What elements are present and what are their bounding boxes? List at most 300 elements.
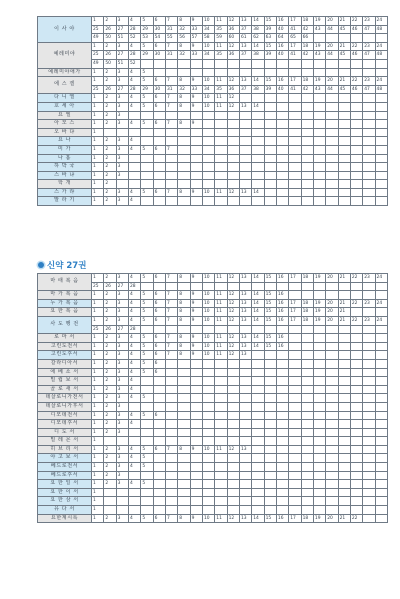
chapter-check-cell[interactable]: 18 bbox=[301, 299, 313, 308]
chapter-check-cell[interactable]: 20 bbox=[326, 514, 338, 523]
chapter-check-cell[interactable]: 26 bbox=[104, 51, 116, 60]
chapter-check-cell[interactable]: 1 bbox=[92, 359, 104, 368]
chapter-check-cell[interactable]: 16 bbox=[276, 342, 288, 351]
chapter-check-cell[interactable]: 12 bbox=[227, 274, 239, 283]
chapter-check-cell[interactable]: 11 bbox=[215, 316, 227, 325]
chapter-check-cell[interactable]: 7 bbox=[165, 17, 177, 26]
chapter-check-cell[interactable]: 3 bbox=[116, 463, 128, 472]
chapter-check-cell[interactable]: 11 bbox=[215, 94, 227, 103]
chapter-check-cell[interactable]: 4 bbox=[128, 102, 140, 111]
chapter-check-cell[interactable]: 52 bbox=[128, 34, 140, 43]
chapter-check-cell[interactable]: 5 bbox=[141, 394, 153, 403]
chapter-check-cell[interactable]: 2 bbox=[104, 351, 116, 360]
chapter-check-cell[interactable]: 4 bbox=[128, 445, 140, 454]
chapter-check-cell[interactable]: 10 bbox=[202, 334, 214, 343]
chapter-check-cell[interactable]: 5 bbox=[141, 299, 153, 308]
chapter-check-cell[interactable]: 1 bbox=[92, 454, 104, 463]
chapter-check-cell[interactable]: 4 bbox=[128, 274, 140, 283]
chapter-check-cell[interactable]: 17 bbox=[289, 17, 301, 26]
chapter-check-cell[interactable]: 31 bbox=[165, 51, 177, 60]
chapter-check-cell[interactable]: 45 bbox=[338, 51, 350, 60]
chapter-check-cell[interactable]: 2 bbox=[104, 120, 116, 129]
chapter-check-cell[interactable]: 11 bbox=[215, 102, 227, 111]
chapter-check-cell[interactable]: 13 bbox=[239, 42, 251, 51]
chapter-check-cell[interactable]: 8 bbox=[178, 17, 190, 26]
chapter-check-cell[interactable]: 3 bbox=[116, 197, 128, 206]
chapter-check-cell[interactable]: 3 bbox=[116, 359, 128, 368]
chapter-check-cell[interactable]: 13 bbox=[239, 445, 251, 454]
chapter-check-cell[interactable]: 2 bbox=[104, 180, 116, 189]
chapter-check-cell[interactable]: 19 bbox=[313, 514, 325, 523]
chapter-check-cell[interactable]: 21 bbox=[338, 77, 350, 86]
chapter-check-cell[interactable]: 22 bbox=[350, 514, 362, 523]
chapter-check-cell[interactable]: 7 bbox=[165, 94, 177, 103]
chapter-check-cell[interactable]: 10 bbox=[202, 102, 214, 111]
chapter-check-cell[interactable]: 17 bbox=[289, 299, 301, 308]
chapter-check-cell[interactable]: 8 bbox=[178, 42, 190, 51]
chapter-check-cell[interactable]: 63 bbox=[264, 34, 276, 43]
chapter-check-cell[interactable]: 13 bbox=[239, 17, 251, 26]
chapter-check-cell[interactable]: 37 bbox=[239, 51, 251, 60]
chapter-check-cell[interactable]: 14 bbox=[252, 299, 264, 308]
chapter-check-cell[interactable]: 27 bbox=[116, 85, 128, 94]
chapter-check-cell[interactable]: 1 bbox=[92, 445, 104, 454]
chapter-check-cell[interactable]: 2 bbox=[104, 308, 116, 317]
chapter-check-cell[interactable]: 11 bbox=[215, 42, 227, 51]
chapter-check-cell[interactable]: 11 bbox=[215, 188, 227, 197]
chapter-check-cell[interactable]: 3 bbox=[116, 377, 128, 386]
chapter-check-cell[interactable]: 4 bbox=[128, 94, 140, 103]
chapter-check-cell[interactable]: 28 bbox=[128, 282, 140, 291]
chapter-check-cell[interactable]: 2 bbox=[104, 480, 116, 489]
chapter-check-cell[interactable]: 7 bbox=[165, 514, 177, 523]
chapter-check-cell[interactable]: 3 bbox=[116, 299, 128, 308]
chapter-check-cell[interactable]: 7 bbox=[165, 274, 177, 283]
chapter-check-cell[interactable]: 21 bbox=[338, 308, 350, 317]
chapter-check-cell[interactable]: 2 bbox=[104, 154, 116, 163]
chapter-check-cell[interactable]: 2 bbox=[104, 342, 116, 351]
chapter-check-cell[interactable]: 3 bbox=[116, 171, 128, 180]
chapter-check-cell[interactable]: 1 bbox=[92, 488, 104, 497]
chapter-check-cell[interactable]: 35 bbox=[215, 85, 227, 94]
chapter-check-cell[interactable]: 1 bbox=[92, 342, 104, 351]
chapter-check-cell[interactable]: 20 bbox=[326, 17, 338, 26]
chapter-check-cell[interactable]: 46 bbox=[350, 85, 362, 94]
chapter-check-cell[interactable]: 23 bbox=[363, 77, 375, 86]
chapter-check-cell[interactable]: 8 bbox=[178, 351, 190, 360]
chapter-check-cell[interactable]: 43 bbox=[313, 25, 325, 34]
chapter-check-cell[interactable]: 32 bbox=[178, 51, 190, 60]
chapter-check-cell[interactable]: 1 bbox=[92, 334, 104, 343]
chapter-check-cell[interactable]: 18 bbox=[301, 514, 313, 523]
chapter-check-cell[interactable]: 26 bbox=[104, 85, 116, 94]
chapter-check-cell[interactable]: 1 bbox=[92, 77, 104, 86]
chapter-check-cell[interactable]: 7 bbox=[165, 334, 177, 343]
chapter-check-cell[interactable]: 8 bbox=[178, 94, 190, 103]
chapter-check-cell[interactable]: 4 bbox=[128, 137, 140, 146]
chapter-check-cell[interactable]: 38 bbox=[252, 85, 264, 94]
chapter-check-cell[interactable]: 18 bbox=[301, 77, 313, 86]
chapter-check-cell[interactable]: 2 bbox=[104, 514, 116, 523]
chapter-check-cell[interactable]: 10 bbox=[202, 308, 214, 317]
chapter-check-cell[interactable]: 25 bbox=[92, 282, 104, 291]
chapter-check-cell[interactable]: 39 bbox=[264, 51, 276, 60]
chapter-check-cell[interactable]: 4 bbox=[128, 394, 140, 403]
chapter-check-cell[interactable]: 21 bbox=[338, 299, 350, 308]
chapter-check-cell[interactable]: 5 bbox=[141, 120, 153, 129]
chapter-check-cell[interactable]: 59 bbox=[215, 34, 227, 43]
chapter-check-cell[interactable]: 3 bbox=[116, 368, 128, 377]
chapter-check-cell[interactable]: 15 bbox=[264, 316, 276, 325]
chapter-check-cell[interactable]: 61 bbox=[239, 34, 251, 43]
chapter-check-cell[interactable]: 6 bbox=[153, 102, 165, 111]
chapter-check-cell[interactable]: 3 bbox=[116, 163, 128, 172]
chapter-check-cell[interactable]: 5 bbox=[141, 316, 153, 325]
chapter-check-cell[interactable]: 13 bbox=[239, 308, 251, 317]
chapter-check-cell[interactable]: 17 bbox=[289, 316, 301, 325]
chapter-check-cell[interactable]: 42 bbox=[301, 25, 313, 34]
chapter-check-cell[interactable]: 10 bbox=[202, 291, 214, 300]
chapter-check-cell[interactable]: 58 bbox=[202, 34, 214, 43]
chapter-check-cell[interactable]: 6 bbox=[153, 308, 165, 317]
chapter-check-cell[interactable]: 22 bbox=[350, 316, 362, 325]
chapter-check-cell[interactable]: 3 bbox=[116, 420, 128, 429]
chapter-check-cell[interactable]: 11 bbox=[215, 351, 227, 360]
chapter-check-cell[interactable]: 4 bbox=[128, 454, 140, 463]
chapter-check-cell[interactable]: 16 bbox=[276, 299, 288, 308]
chapter-check-cell[interactable]: 28 bbox=[128, 25, 140, 34]
chapter-check-cell[interactable]: 1 bbox=[92, 137, 104, 146]
chapter-check-cell[interactable]: 15 bbox=[264, 342, 276, 351]
chapter-check-cell[interactable]: 9 bbox=[190, 334, 202, 343]
chapter-check-cell[interactable]: 9 bbox=[190, 291, 202, 300]
chapter-check-cell[interactable]: 11 bbox=[215, 445, 227, 454]
chapter-check-cell[interactable]: 5 bbox=[141, 102, 153, 111]
chapter-check-cell[interactable]: 13 bbox=[239, 274, 251, 283]
chapter-check-cell[interactable]: 40 bbox=[276, 51, 288, 60]
chapter-check-cell[interactable]: 19 bbox=[313, 17, 325, 26]
chapter-check-cell[interactable]: 1 bbox=[92, 171, 104, 180]
chapter-check-cell[interactable]: 36 bbox=[227, 51, 239, 60]
chapter-check-cell[interactable]: 51 bbox=[116, 34, 128, 43]
chapter-check-cell[interactable]: 4 bbox=[128, 291, 140, 300]
chapter-check-cell[interactable]: 43 bbox=[313, 51, 325, 60]
chapter-check-cell[interactable]: 7 bbox=[165, 42, 177, 51]
chapter-check-cell[interactable]: 6 bbox=[153, 120, 165, 129]
chapter-check-cell[interactable]: 23 bbox=[363, 42, 375, 51]
chapter-check-cell[interactable]: 13 bbox=[239, 316, 251, 325]
chapter-check-cell[interactable]: 57 bbox=[190, 34, 202, 43]
chapter-check-cell[interactable]: 27 bbox=[116, 282, 128, 291]
chapter-check-cell[interactable]: 2 bbox=[104, 445, 116, 454]
chapter-check-cell[interactable]: 42 bbox=[301, 85, 313, 94]
chapter-check-cell[interactable]: 44 bbox=[326, 85, 338, 94]
chapter-check-cell[interactable]: 1 bbox=[92, 163, 104, 172]
chapter-check-cell[interactable]: 11 bbox=[215, 342, 227, 351]
chapter-check-cell[interactable]: 44 bbox=[326, 51, 338, 60]
chapter-check-cell[interactable]: 1 bbox=[92, 188, 104, 197]
chapter-check-cell[interactable]: 3 bbox=[116, 120, 128, 129]
chapter-check-cell[interactable]: 1 bbox=[92, 180, 104, 189]
chapter-check-cell[interactable]: 15 bbox=[264, 299, 276, 308]
chapter-check-cell[interactable]: 16 bbox=[276, 334, 288, 343]
chapter-check-cell[interactable]: 20 bbox=[326, 274, 338, 283]
chapter-check-cell[interactable]: 2 bbox=[104, 145, 116, 154]
chapter-check-cell[interactable]: 4 bbox=[128, 359, 140, 368]
chapter-check-cell[interactable]: 4 bbox=[128, 377, 140, 386]
chapter-check-cell[interactable]: 14 bbox=[252, 316, 264, 325]
chapter-check-cell[interactable]: 12 bbox=[227, 308, 239, 317]
chapter-check-cell[interactable]: 15 bbox=[264, 77, 276, 86]
chapter-check-cell[interactable]: 16 bbox=[276, 291, 288, 300]
chapter-check-cell[interactable]: 7 bbox=[165, 77, 177, 86]
chapter-check-cell[interactable]: 25 bbox=[92, 85, 104, 94]
chapter-check-cell[interactable]: 4 bbox=[128, 368, 140, 377]
chapter-check-cell[interactable]: 4 bbox=[128, 120, 140, 129]
chapter-check-cell[interactable]: 1 bbox=[92, 197, 104, 206]
chapter-check-cell[interactable]: 11 bbox=[215, 334, 227, 343]
chapter-check-cell[interactable]: 9 bbox=[190, 316, 202, 325]
chapter-check-cell[interactable]: 3 bbox=[116, 480, 128, 489]
chapter-check-cell[interactable]: 7 bbox=[165, 445, 177, 454]
chapter-check-cell[interactable]: 34 bbox=[202, 25, 214, 34]
chapter-check-cell[interactable]: 6 bbox=[153, 94, 165, 103]
chapter-check-cell[interactable]: 4 bbox=[128, 480, 140, 489]
chapter-check-cell[interactable]: 5 bbox=[141, 351, 153, 360]
chapter-check-cell[interactable]: 6 bbox=[153, 274, 165, 283]
chapter-check-cell[interactable]: 12 bbox=[227, 42, 239, 51]
chapter-check-cell[interactable]: 6 bbox=[153, 334, 165, 343]
chapter-check-cell[interactable]: 2 bbox=[104, 463, 116, 472]
chapter-check-cell[interactable]: 38 bbox=[252, 51, 264, 60]
chapter-check-cell[interactable]: 10 bbox=[202, 42, 214, 51]
chapter-check-cell[interactable]: 17 bbox=[289, 514, 301, 523]
chapter-check-cell[interactable]: 5 bbox=[141, 94, 153, 103]
chapter-check-cell[interactable]: 3 bbox=[116, 111, 128, 120]
chapter-check-cell[interactable]: 19 bbox=[313, 274, 325, 283]
chapter-check-cell[interactable]: 13 bbox=[239, 188, 251, 197]
chapter-check-cell[interactable]: 5 bbox=[141, 445, 153, 454]
chapter-check-cell[interactable]: 3 bbox=[116, 394, 128, 403]
chapter-check-cell[interactable]: 13 bbox=[239, 291, 251, 300]
chapter-check-cell[interactable]: 15 bbox=[264, 514, 276, 523]
chapter-check-cell[interactable]: 2 bbox=[104, 77, 116, 86]
chapter-check-cell[interactable]: 33 bbox=[190, 51, 202, 60]
chapter-check-cell[interactable]: 1 bbox=[92, 506, 104, 515]
chapter-check-cell[interactable]: 9 bbox=[190, 120, 202, 129]
chapter-check-cell[interactable]: 4 bbox=[128, 17, 140, 26]
chapter-check-cell[interactable]: 1 bbox=[92, 68, 104, 77]
chapter-check-cell[interactable]: 32 bbox=[178, 25, 190, 34]
chapter-check-cell[interactable]: 4 bbox=[128, 342, 140, 351]
chapter-check-cell[interactable]: 3 bbox=[116, 385, 128, 394]
chapter-check-cell[interactable]: 37 bbox=[239, 85, 251, 94]
chapter-check-cell[interactable]: 29 bbox=[141, 25, 153, 34]
chapter-check-cell[interactable]: 24 bbox=[375, 42, 387, 51]
chapter-check-cell[interactable]: 1 bbox=[92, 497, 104, 506]
chapter-check-cell[interactable]: 14 bbox=[252, 17, 264, 26]
chapter-check-cell[interactable]: 1 bbox=[92, 480, 104, 489]
chapter-check-cell[interactable]: 30 bbox=[153, 51, 165, 60]
chapter-check-cell[interactable]: 1 bbox=[92, 154, 104, 163]
chapter-check-cell[interactable]: 3 bbox=[116, 154, 128, 163]
chapter-check-cell[interactable]: 24 bbox=[375, 77, 387, 86]
chapter-check-cell[interactable]: 1 bbox=[92, 291, 104, 300]
chapter-check-cell[interactable]: 7 bbox=[165, 351, 177, 360]
chapter-check-cell[interactable]: 1 bbox=[92, 411, 104, 420]
chapter-check-cell[interactable]: 3 bbox=[116, 77, 128, 86]
chapter-check-cell[interactable]: 8 bbox=[178, 514, 190, 523]
chapter-check-cell[interactable]: 4 bbox=[128, 197, 140, 206]
chapter-check-cell[interactable]: 47 bbox=[363, 85, 375, 94]
chapter-check-cell[interactable]: 4 bbox=[128, 188, 140, 197]
chapter-check-cell[interactable]: 5 bbox=[141, 77, 153, 86]
chapter-check-cell[interactable]: 23 bbox=[363, 17, 375, 26]
chapter-check-cell[interactable]: 7 bbox=[165, 308, 177, 317]
chapter-check-cell[interactable]: 2 bbox=[104, 385, 116, 394]
chapter-check-cell[interactable]: 3 bbox=[116, 68, 128, 77]
chapter-check-cell[interactable]: 39 bbox=[264, 85, 276, 94]
chapter-check-cell[interactable]: 25 bbox=[92, 51, 104, 60]
chapter-check-cell[interactable]: 5 bbox=[141, 334, 153, 343]
chapter-check-cell[interactable]: 5 bbox=[141, 68, 153, 77]
chapter-check-cell[interactable]: 30 bbox=[153, 85, 165, 94]
chapter-check-cell[interactable]: 7 bbox=[165, 188, 177, 197]
chapter-check-cell[interactable]: 4 bbox=[128, 411, 140, 420]
chapter-check-cell[interactable]: 14 bbox=[252, 308, 264, 317]
chapter-check-cell[interactable]: 11 bbox=[215, 514, 227, 523]
chapter-check-cell[interactable]: 10 bbox=[202, 94, 214, 103]
chapter-check-cell[interactable]: 20 bbox=[326, 308, 338, 317]
chapter-check-cell[interactable]: 17 bbox=[289, 308, 301, 317]
chapter-check-cell[interactable]: 1 bbox=[92, 437, 104, 446]
chapter-check-cell[interactable]: 3 bbox=[116, 102, 128, 111]
chapter-check-cell[interactable]: 6 bbox=[153, 368, 165, 377]
chapter-check-cell[interactable]: 12 bbox=[227, 514, 239, 523]
chapter-check-cell[interactable]: 10 bbox=[202, 274, 214, 283]
chapter-check-cell[interactable]: 1 bbox=[92, 351, 104, 360]
chapter-check-cell[interactable]: 34 bbox=[202, 51, 214, 60]
chapter-check-cell[interactable]: 14 bbox=[252, 42, 264, 51]
chapter-check-cell[interactable]: 5 bbox=[141, 342, 153, 351]
chapter-check-cell[interactable]: 14 bbox=[252, 342, 264, 351]
chapter-check-cell[interactable]: 2 bbox=[104, 291, 116, 300]
chapter-check-cell[interactable]: 41 bbox=[289, 85, 301, 94]
chapter-check-cell[interactable]: 8 bbox=[178, 274, 190, 283]
chapter-check-cell[interactable]: 11 bbox=[215, 299, 227, 308]
chapter-check-cell[interactable]: 21 bbox=[338, 274, 350, 283]
chapter-check-cell[interactable]: 1 bbox=[92, 308, 104, 317]
chapter-check-cell[interactable]: 2 bbox=[104, 171, 116, 180]
chapter-check-cell[interactable]: 5 bbox=[141, 359, 153, 368]
chapter-check-cell[interactable]: 12 bbox=[227, 342, 239, 351]
chapter-check-cell[interactable]: 9 bbox=[190, 102, 202, 111]
chapter-check-cell[interactable]: 6 bbox=[153, 42, 165, 51]
chapter-check-cell[interactable]: 1 bbox=[92, 385, 104, 394]
chapter-check-cell[interactable]: 9 bbox=[190, 77, 202, 86]
chapter-check-cell[interactable]: 19 bbox=[313, 316, 325, 325]
chapter-check-cell[interactable]: 65 bbox=[289, 34, 301, 43]
chapter-check-cell[interactable]: 2 bbox=[104, 334, 116, 343]
chapter-check-cell[interactable]: 10 bbox=[202, 351, 214, 360]
chapter-check-cell[interactable]: 8 bbox=[178, 334, 190, 343]
chapter-check-cell[interactable]: 9 bbox=[190, 42, 202, 51]
chapter-check-cell[interactable]: 2 bbox=[104, 471, 116, 480]
chapter-check-cell[interactable]: 13 bbox=[239, 77, 251, 86]
chapter-check-cell[interactable]: 19 bbox=[313, 308, 325, 317]
chapter-check-cell[interactable]: 3 bbox=[116, 402, 128, 411]
chapter-check-cell[interactable]: 16 bbox=[276, 77, 288, 86]
chapter-check-cell[interactable]: 9 bbox=[190, 351, 202, 360]
chapter-check-cell[interactable]: 2 bbox=[104, 377, 116, 386]
chapter-check-cell[interactable]: 20 bbox=[326, 42, 338, 51]
chapter-check-cell[interactable]: 1 bbox=[92, 394, 104, 403]
chapter-check-cell[interactable]: 17 bbox=[289, 274, 301, 283]
chapter-check-cell[interactable]: 1 bbox=[92, 402, 104, 411]
chapter-check-cell[interactable]: 16 bbox=[276, 316, 288, 325]
chapter-check-cell[interactable]: 43 bbox=[313, 85, 325, 94]
chapter-check-cell[interactable]: 33 bbox=[190, 85, 202, 94]
chapter-check-cell[interactable]: 17 bbox=[289, 42, 301, 51]
chapter-check-cell[interactable]: 20 bbox=[326, 299, 338, 308]
chapter-check-cell[interactable]: 13 bbox=[239, 351, 251, 360]
chapter-check-cell[interactable]: 8 bbox=[178, 102, 190, 111]
chapter-check-cell[interactable]: 35 bbox=[215, 25, 227, 34]
chapter-check-cell[interactable]: 20 bbox=[326, 77, 338, 86]
chapter-check-cell[interactable]: 49 bbox=[92, 34, 104, 43]
chapter-check-cell[interactable]: 3 bbox=[116, 17, 128, 26]
chapter-check-cell[interactable]: 2 bbox=[104, 94, 116, 103]
chapter-check-cell[interactable]: 5 bbox=[141, 308, 153, 317]
chapter-check-cell[interactable]: 1 bbox=[92, 274, 104, 283]
chapter-check-cell[interactable]: 27 bbox=[116, 51, 128, 60]
chapter-check-cell[interactable]: 12 bbox=[227, 299, 239, 308]
chapter-check-cell[interactable]: 21 bbox=[338, 514, 350, 523]
chapter-check-cell[interactable]: 24 bbox=[375, 17, 387, 26]
chapter-check-cell[interactable]: 1 bbox=[92, 428, 104, 437]
chapter-check-cell[interactable]: 31 bbox=[165, 85, 177, 94]
chapter-check-cell[interactable]: 20 bbox=[326, 316, 338, 325]
chapter-check-cell[interactable]: 19 bbox=[313, 77, 325, 86]
chapter-check-cell[interactable]: 3 bbox=[116, 137, 128, 146]
chapter-check-cell[interactable]: 18 bbox=[301, 308, 313, 317]
chapter-check-cell[interactable]: 1 bbox=[92, 471, 104, 480]
chapter-check-cell[interactable]: 4 bbox=[128, 299, 140, 308]
chapter-check-cell[interactable]: 3 bbox=[116, 445, 128, 454]
chapter-check-cell[interactable]: 8 bbox=[178, 445, 190, 454]
chapter-check-cell[interactable]: 6 bbox=[153, 342, 165, 351]
chapter-check-cell[interactable]: 38 bbox=[252, 25, 264, 34]
chapter-check-cell[interactable]: 13 bbox=[239, 299, 251, 308]
chapter-check-cell[interactable]: 21 bbox=[338, 316, 350, 325]
chapter-check-cell[interactable]: 3 bbox=[116, 428, 128, 437]
chapter-check-cell[interactable]: 22 bbox=[350, 42, 362, 51]
chapter-check-cell[interactable]: 16 bbox=[276, 514, 288, 523]
chapter-check-cell[interactable]: 6 bbox=[153, 514, 165, 523]
chapter-check-cell[interactable]: 5 bbox=[141, 454, 153, 463]
chapter-check-cell[interactable]: 33 bbox=[190, 25, 202, 34]
chapter-check-cell[interactable]: 22 bbox=[350, 17, 362, 26]
chapter-check-cell[interactable]: 28 bbox=[128, 85, 140, 94]
chapter-check-cell[interactable]: 9 bbox=[190, 299, 202, 308]
chapter-check-cell[interactable]: 18 bbox=[301, 42, 313, 51]
chapter-check-cell[interactable]: 23 bbox=[363, 299, 375, 308]
chapter-check-cell[interactable]: 15 bbox=[264, 334, 276, 343]
chapter-check-cell[interactable]: 14 bbox=[252, 102, 264, 111]
chapter-check-cell[interactable]: 6 bbox=[153, 299, 165, 308]
chapter-check-cell[interactable]: 2 bbox=[104, 394, 116, 403]
chapter-check-cell[interactable]: 45 bbox=[338, 85, 350, 94]
